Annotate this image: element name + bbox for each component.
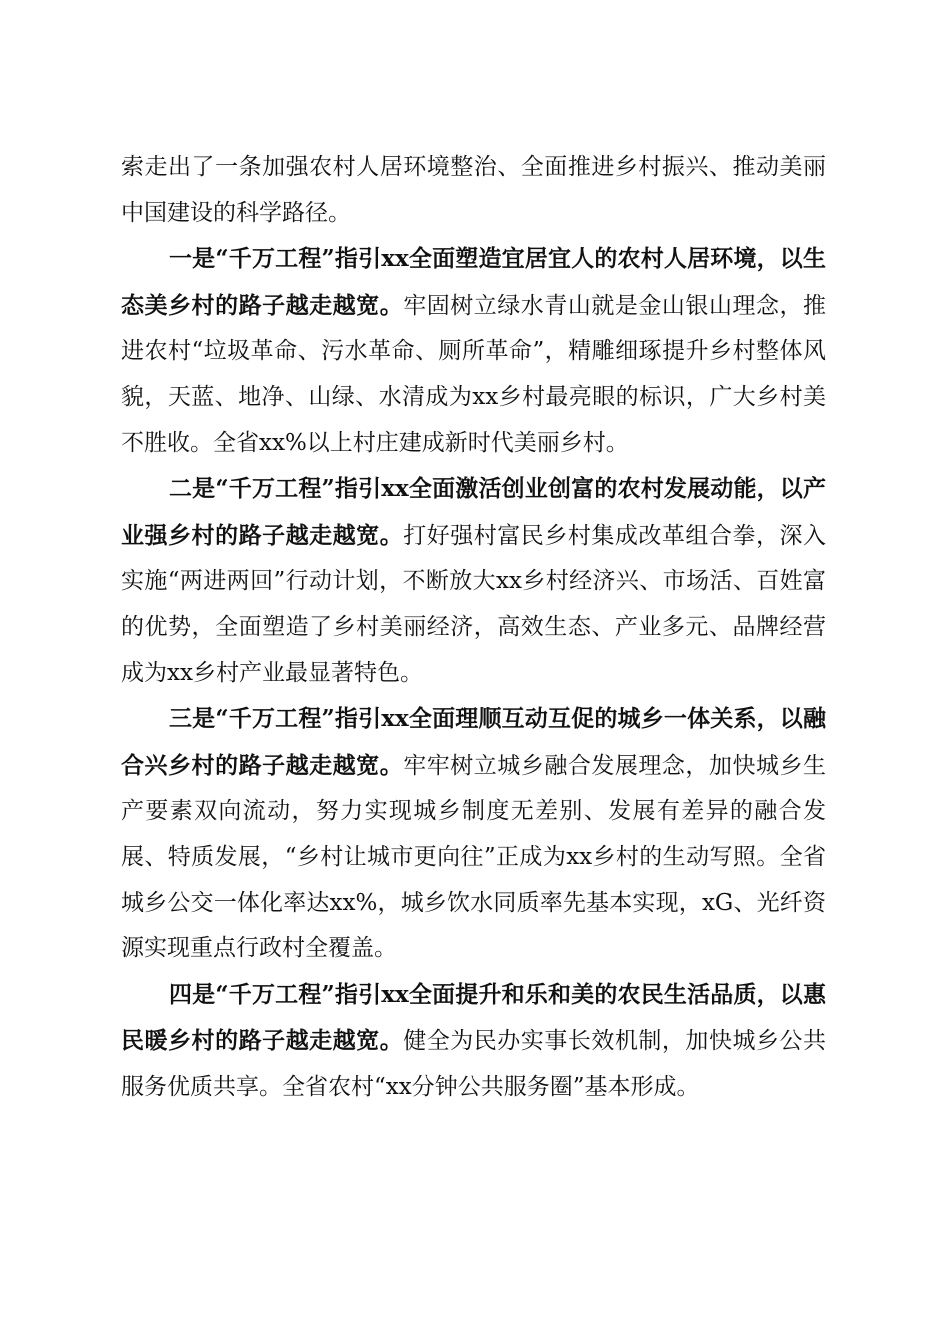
paragraph-text: 健全为民办实事长效机制，加快城乡公共服务优质共享。全省农村“xx分钟公共服务圈”基本形成。 xyxy=(121,1028,827,1100)
paragraph-text: 打好强村富民乡村集成改革组合拳，深入实施“两进两回”行动计划，不断放大xx乡村经济兴、市场活、百姓富的优势，全面塑造了乡村美丽经济，高效生态、产业多元、品牌经营成为xx乡村产业最显著特色。 xyxy=(121,522,827,686)
paragraph-text: 牢固树立绿水青山就是金山银山理念，推进农村“垃圾革命、污水革命、厕所革命”，精雕细琢提升乡村整体风貌，天蓝、地净、山绿、水清成为xx乡村最亮眼的标识，广大乡村美不胜收。全省xx%以上村庄建成新时代美丽乡村。 xyxy=(121,292,827,456)
paragraph-lead: 四是“千万工程”指引xx全面提升和乐和美的农民生活品质，以惠民暖乡村的路子越走越宽。 xyxy=(121,980,826,1055)
paragraph-point-two xyxy=(121,466,826,696)
paragraph-lead: 三是“千万工程”指引xx全面理顺互动互促的城乡一体关系，以融合兴乡村的路子越走越宽。 xyxy=(121,705,826,779)
paragraph-point-one xyxy=(121,236,826,466)
paragraph-point-four xyxy=(121,972,826,1111)
paragraph-point-three xyxy=(121,696,826,972)
paragraph-continuation xyxy=(121,144,826,236)
paragraph-lead: 二是“千万工程”指引xx全面激活创业创富的农村发展动能，以产业强乡村的路子越走越宽。 xyxy=(121,475,826,549)
paragraph-lead: 一是“千万工程”指引xx全面塑造宜居宜人的农村人居环境，以生态美乡村的路子越走越宽。 xyxy=(121,245,826,319)
paragraph-text: 索走出了一条加强农村人居环境整治、全面推进乡村振兴、推动美丽中国建设的科学路径。 xyxy=(121,154,826,226)
document-body xyxy=(121,144,826,1110)
paragraph-text: 牢牢树立城乡融合发展理念，加快城乡生产要素双向流动，努力实现城乡制度无差别、发展有差异的融合发展、特质发展，“乡村让城市更向往”正成为xx乡村的生动写照。全省城乡公交一体化率达xx%，城乡饮水同质率先基本实现，xG、光纤资源实现重点行政村全覆盖。 xyxy=(121,752,827,962)
